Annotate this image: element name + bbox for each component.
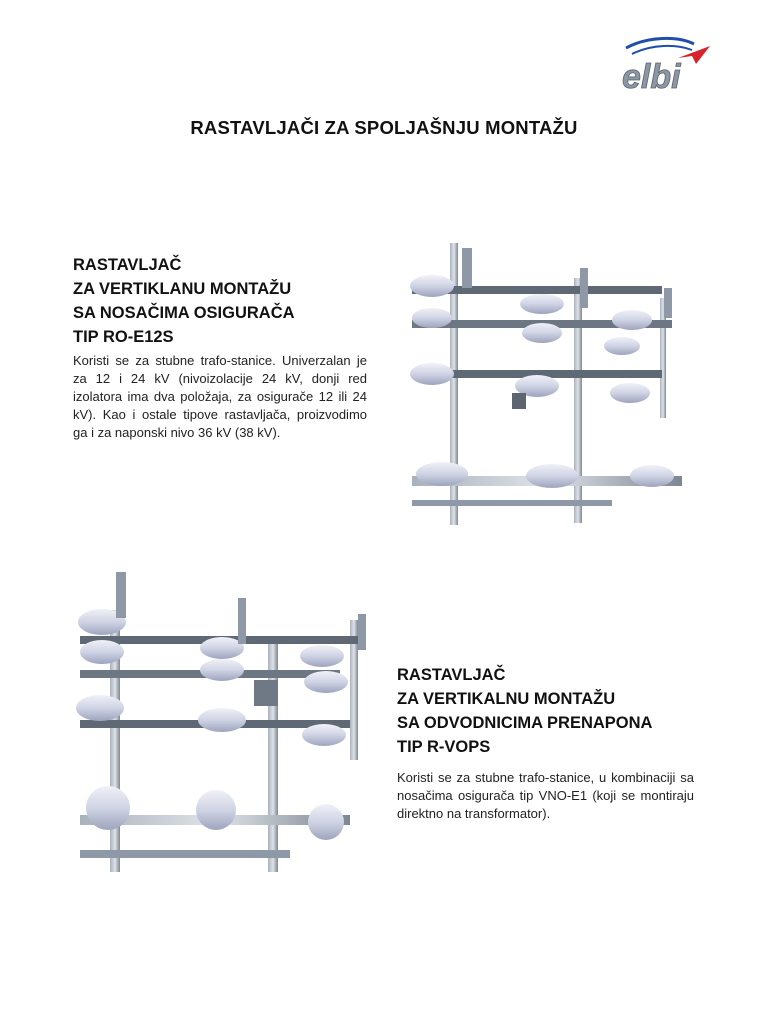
heading-line: TIP R-VOPS xyxy=(397,738,491,756)
disconnector-ro-e12s-photo xyxy=(402,238,696,528)
heading-line: ZA VERTIKALNU MONTAŽU xyxy=(397,690,616,708)
heading-line: SA ODVODNICIMA PRENAPONA xyxy=(397,714,653,732)
heading-line: RASTAVLJAČ xyxy=(73,256,182,274)
section-description-ro-e12s: Koristi se za stubne trafo-stanice. Univerzalan je za 12 i 24 kV (nivoizolacije 24 kV, donji red izolatora ima dva položaja, za osigurače 12 ili 24 kV). Kao i ostale tipove rastavljača, proizvodimo ga i za naponski nivo 36 kV (38 kV). xyxy=(73,353,367,440)
elbi-logo xyxy=(618,34,718,94)
logo-wordmark: elbi xyxy=(622,58,681,94)
heading-line: TIP RO-E12S xyxy=(73,328,174,346)
heading-line: SA NOSAČIMA OSIGURAČA xyxy=(73,304,295,322)
page-title: RASTAVLJAČI ZA SPOLJAŠNJU MONTAŽU xyxy=(190,117,578,138)
section-heading-ro-e12s xyxy=(73,253,295,349)
heading-line: RASTAVLJAČ xyxy=(397,666,506,684)
section-heading-r-vops xyxy=(397,663,652,759)
section-description-r-vops: Koristi se za stubne trafo-stanice, u kombinaciji sa nosačima osigurača tip VNO-E1 (koji se montiraju direktno na transformator). xyxy=(397,770,694,821)
disconnector-r-vops-photo xyxy=(72,570,376,875)
heading-line: ZA VERTIKLANU MONTAŽU xyxy=(73,280,292,298)
